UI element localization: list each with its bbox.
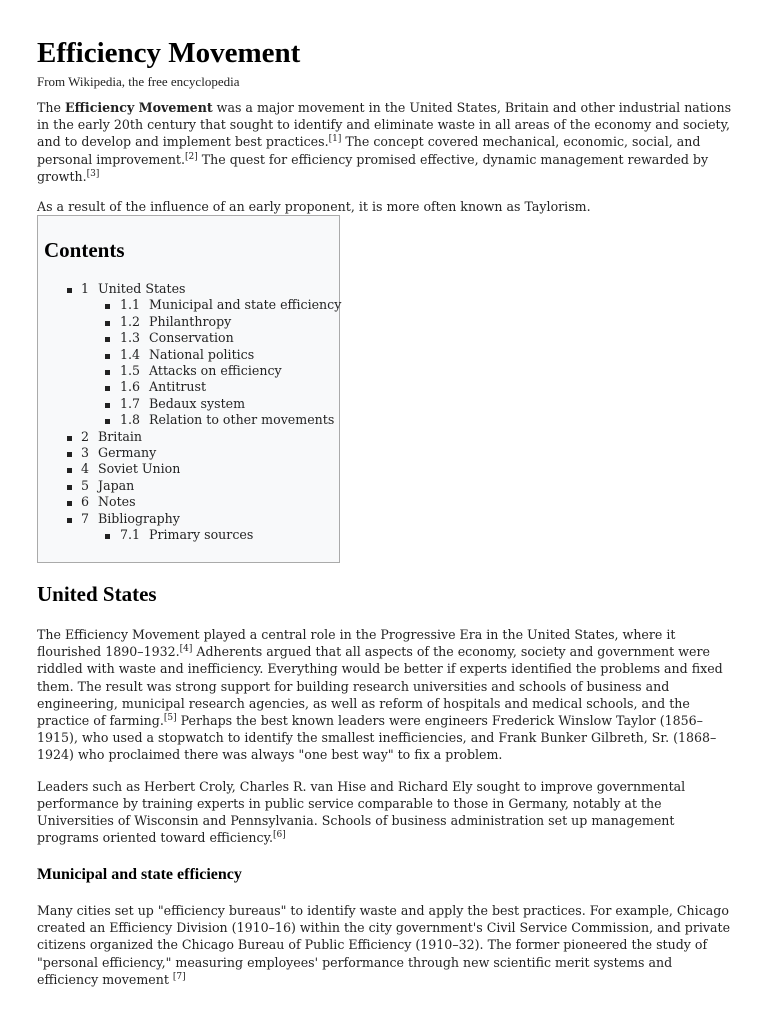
toc-list [67,281,341,544]
citation-link[interactable]: [3] [86,168,100,179]
toc-label: National politics [149,346,255,362]
intro-paragraph: As a result of the influence of an early proponent, it is more often known as Taylorism. [37,199,591,215]
toc-label: Soviet Union [98,461,181,477]
toc-number: 1.5 [120,363,141,379]
citation-link[interactable]: [4] [179,644,193,655]
toc-item-philanthropy[interactable] [67,314,341,330]
toc-label: Relation to other movements [149,412,335,428]
bullet-icon [67,518,72,523]
section-heading: United States [37,582,157,606]
toc-item-national-politics[interactable] [67,347,341,363]
article-header [37,37,733,90]
citation-link[interactable]: [6] [273,830,286,841]
toc-number: 1 [81,281,90,296]
toc-label: Primary sources [149,527,254,543]
intro-text: The concept covered mechanical, economic, social, and personal improvement. [37,134,701,167]
body-text: Perhaps the best known leaders were engineers Frederick Winslow Taylor (1856–1915), who used a stopwatch to identify the smallest inefficiencies, and Frank Bunker Gilbreth, Sr. (1868–1924) who proclaimed there was always "one best way" to fix a problem. [37,713,717,763]
toc-item-germany[interactable] [67,445,341,461]
bullet-icon [105,403,110,408]
toc-number: 2 [81,428,90,444]
section-municipal [37,866,733,988]
bullet-icon [105,534,110,539]
toc-number: 1.2 [120,313,141,329]
bullet-icon [67,452,72,457]
intro-text: was a major movement in the United States, Britain and other industrial nations in the early 20th century that sought to identify and eliminate waste in all areas of the economy and society, and to develop and implement best practices. [37,100,732,150]
toc-label: Bedaux system [149,395,246,411]
toc-item-bibliography[interactable] [67,511,341,527]
toc-number: 1.6 [120,379,141,395]
bullet-icon [105,419,110,424]
intro-text: The quest for efficiency promised effective, dynamic management rewarded by growth. [37,151,709,184]
toc-item-bedaux[interactable] [67,396,341,412]
bullet-icon [67,468,72,473]
toc-number: 1.7 [120,395,141,411]
toc-item-soviet-union[interactable] [67,461,341,477]
toc-number: 6 [81,494,90,510]
toc-item-relation[interactable] [67,412,341,428]
section-united-states [37,582,733,846]
toc-number: 4 [81,461,90,477]
toc-label: Germany [98,445,157,461]
toc-label: Conservation [149,330,234,346]
body-paragraph [37,626,733,764]
citation-link[interactable]: [7] [172,971,186,982]
intro-text: The [37,100,65,115]
body-paragraph [37,778,733,847]
toc-label: Philanthropy [149,313,232,329]
bullet-icon [67,288,72,293]
body-text: Adherents argued that all aspects of the economy, society and government were riddled with waste and inefficiency. Everything would be better if experts identified the problems and fixed them. The result was strong support for building research universities and schools of business and engineering, municipal research agencies, as well as reform of hospitals and medical schools, and the practice of farming. [37,644,723,729]
toc-item-municipal[interactable] [67,297,341,313]
toc-item-attacks[interactable] [67,363,341,379]
intro-paragraph [37,99,733,185]
toc-item-conservation[interactable] [67,330,341,346]
citation-link[interactable]: [5] [163,712,177,723]
toc-label: Japan [98,477,135,493]
page-title: Efficiency Movement [37,37,301,69]
toc-item-primary-sources[interactable] [67,527,341,543]
toc-number: 1.1 [120,297,141,313]
toc-label: United States [98,281,186,296]
toc-label: Britain [98,428,143,444]
toc-number: 7 [81,510,90,526]
bullet-icon [67,501,72,506]
bullet-icon [105,386,110,391]
toc-label: Bibliography [98,510,180,526]
citation-link[interactable]: [2] [185,151,198,162]
bullet-icon [105,321,110,326]
toc-heading: Contents [44,238,125,262]
toc-label: Notes [98,494,136,510]
toc-item-japan[interactable] [67,478,341,494]
toc-item-antitrust[interactable] [67,379,341,395]
toc-number: 1.8 [120,412,141,428]
bullet-icon [67,485,72,490]
page-tagline: From Wikipedia, the free encyclopedia [37,74,240,89]
citation-link[interactable]: [1] [328,134,342,145]
intro-section [37,99,733,215]
toc-item-united-states[interactable] [67,281,341,297]
toc-item-britain[interactable] [67,429,341,445]
bullet-icon [105,304,110,309]
bullet-icon [105,337,110,342]
bullet-icon [67,436,72,441]
toc-number: 7.1 [120,527,141,543]
toc-number: 1.3 [120,330,141,346]
bullet-icon [105,354,110,359]
body-text: Leaders such as Herbert Croly, Charles R. van Hise and Richard Ely sought to improve governmental performance by training experts in public service comparable to those in Germany, notably at the Universities of Wisconsin and Pennsylvania. Schools of business administration set up management programs oriented toward efficiency. [37,778,686,846]
bullet-icon [105,370,110,375]
toc-number: 5 [81,477,90,493]
toc-number: 3 [81,445,90,461]
toc-item-notes[interactable] [67,494,341,510]
intro-bold-term: Efficiency Movement [64,100,213,115]
body-text: The Efficiency Movement played a central role in the Progressive Era in the United States, where it flourished 1890–1932. [37,627,676,660]
toc-number: 1.4 [120,346,141,362]
toc-label: Antitrust [149,379,207,395]
toc-label: Municipal and state efficiency [149,297,342,313]
body-paragraph [37,902,733,988]
toc-label: Attacks on efficiency [149,363,282,379]
body-text: Many cities set up "efficiency bureaus" to identify waste and apply the best practices. For example, Chicago created an Efficiency Division (1910–16) within the city government's Civil Service Commission, and private citizens organized the Chicago Bureau of Public Efficiency (1910–32). The former pioneered the study of "personal efficiency," measuring employees' performance through new scientific merit systems and efficiency movement [37,903,731,987]
subsection-heading: Municipal and state efficiency [37,866,242,883]
